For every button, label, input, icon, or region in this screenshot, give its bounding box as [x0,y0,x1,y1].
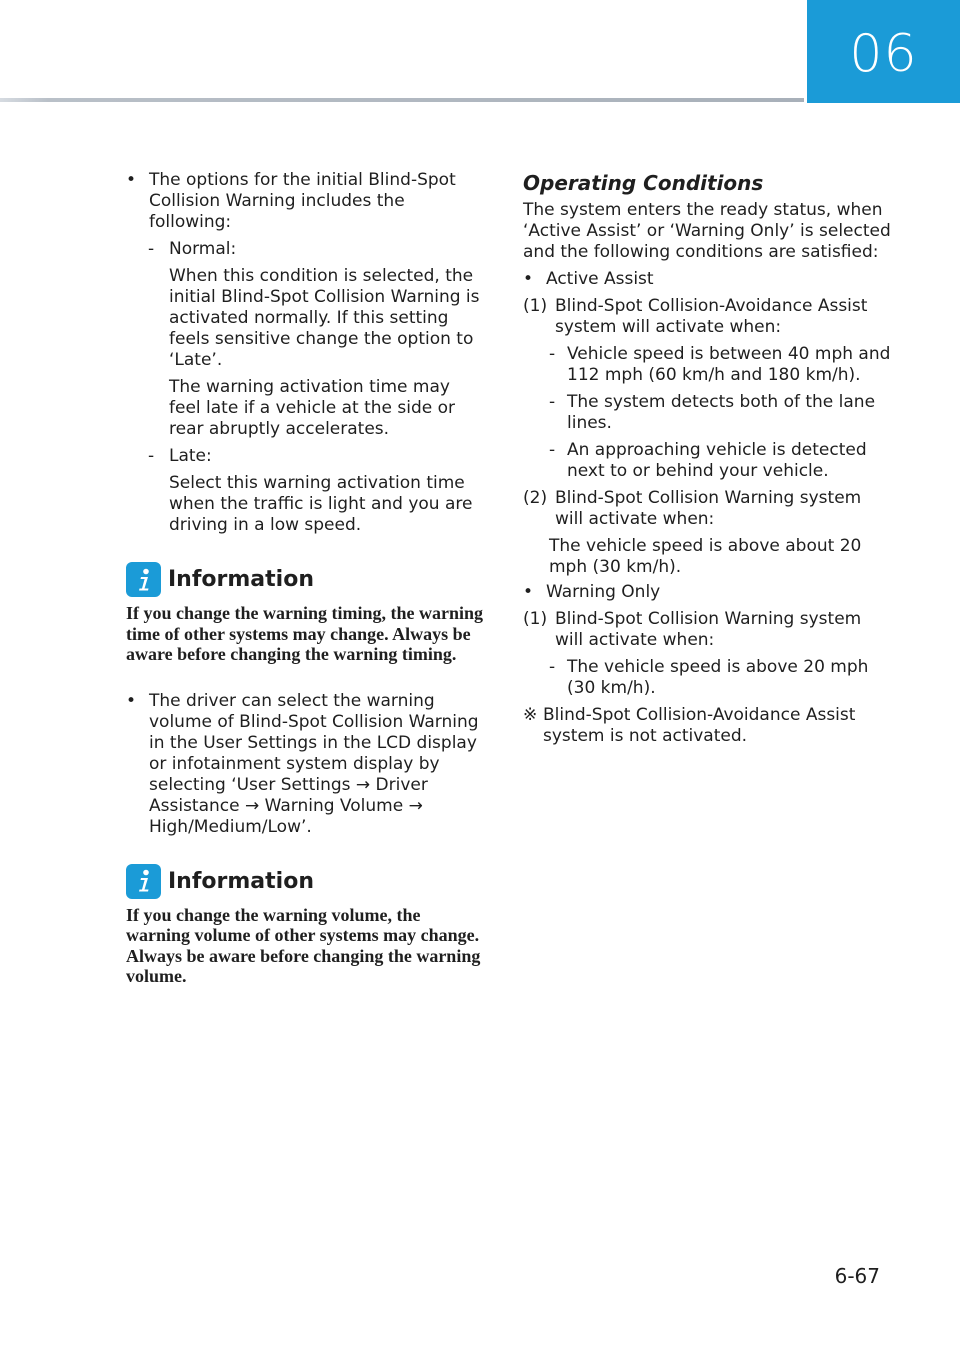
dash-mark: - [549,344,556,364]
condition-item [523,657,893,699]
intro-paragraph: The system enters the ready status, when ‘Active Assist’ or ‘Warning Only’ is selected and the following conditions are satisfied: [523,200,891,262]
bullet-text: Warning Only [546,582,661,602]
condition-item [523,344,893,386]
bullet-mark: • [523,269,534,289]
note-text: Blind-Spot Collision-Avoidance Assist system is not activated. [543,705,856,746]
bullet-text: The options for the initial Blind-Spot Collision Warning includes the following: [149,170,456,232]
condition-text: Vehicle speed is between 40 mph and 112 mph (60 km/h and 180 km/h). [567,344,891,385]
late-option [126,446,486,467]
numbered-item [523,609,893,651]
dash-mark: - [148,239,155,259]
info-icon [126,864,161,899]
condition-item [523,440,893,482]
right-column [523,170,893,747]
information-header [126,864,486,899]
dash-mark: - [549,440,556,460]
bullet-mark: • [126,170,137,190]
left-column [126,170,486,987]
condition-item [523,392,893,434]
late-label: Late: [169,446,212,466]
condition-text: An approaching vehicle is detected next to or behind your vehicle. [567,440,867,481]
note-mark: ※ [523,705,538,725]
bullet-text: Active Assist [546,269,654,289]
bullet-mark: • [523,582,534,602]
item-text: Blind-Spot Collision Warning system will activate when: [555,488,862,529]
volume-bullet [126,691,486,838]
chapter-tab [807,0,960,103]
normal-option [126,239,486,260]
information-header [126,562,486,597]
numbered-item [523,296,893,338]
item-number: (1) [523,296,548,316]
dash-mark: - [549,657,556,677]
dash-mark: - [549,392,556,412]
bullet-mark: • [126,690,137,711]
condition-text: The system detects both of the lane lines. [567,392,876,433]
item-text: Blind-Spot Collision Warning system will activate when: [555,609,862,650]
condition-paragraph: The vehicle speed is above about 20 mph (30 km/h). [549,536,862,577]
information-title: Information [168,567,314,592]
active-assist-bullet [523,269,893,290]
information-body: If you change the warning volume, the warning volume of other systems may change. Always be aware before changing the warning volume. [126,904,481,986]
information-body: If you change the warning timing, the warning time of other systems may change. Always be aware before changing the warning timing. [126,603,484,664]
information-title: Information [168,868,314,894]
section-heading: Operating Conditions [523,171,764,195]
item-number: (2) [523,488,548,508]
warning-only-bullet [523,582,893,603]
header-rule [0,98,804,102]
page-number: 6-67 [834,1264,880,1288]
normal-description: When this condition is selected, the initial Blind-Spot Collision Warning is activated normally. If this setting feels sensitive change the option to ‘Late’. [169,266,480,370]
information-box-volume [126,864,486,987]
normal-note: The warning activation time may feel late if a vehicle at the side or rear abruptly accelerates. [169,377,455,439]
reference-note [523,705,893,747]
condition-text: The vehicle speed is above 20 mph (30 km/h). [567,657,869,698]
info-icon [126,562,161,597]
late-description: Select this warning activation time when the traffic is light and you are driving in a low speed. [169,473,473,535]
item-number: (1) [523,609,548,629]
dash-mark: - [148,446,155,466]
numbered-item [523,488,893,530]
options-bullet [126,170,486,233]
bullet-text: The driver can select the warning volume of Blind-Spot Collision Warning in the User Settings in the LCD display or infotainment system display by selecting ‘User Settings → Driver Assistance → Warning Volume → High/Medium/Low’. [149,690,479,837]
chapter-number: 06 [849,23,918,84]
information-box-timing [126,562,486,665]
item-text: Blind-Spot Collision-Avoidance Assist system will activate when: [555,296,868,337]
normal-label: Normal: [169,239,237,259]
